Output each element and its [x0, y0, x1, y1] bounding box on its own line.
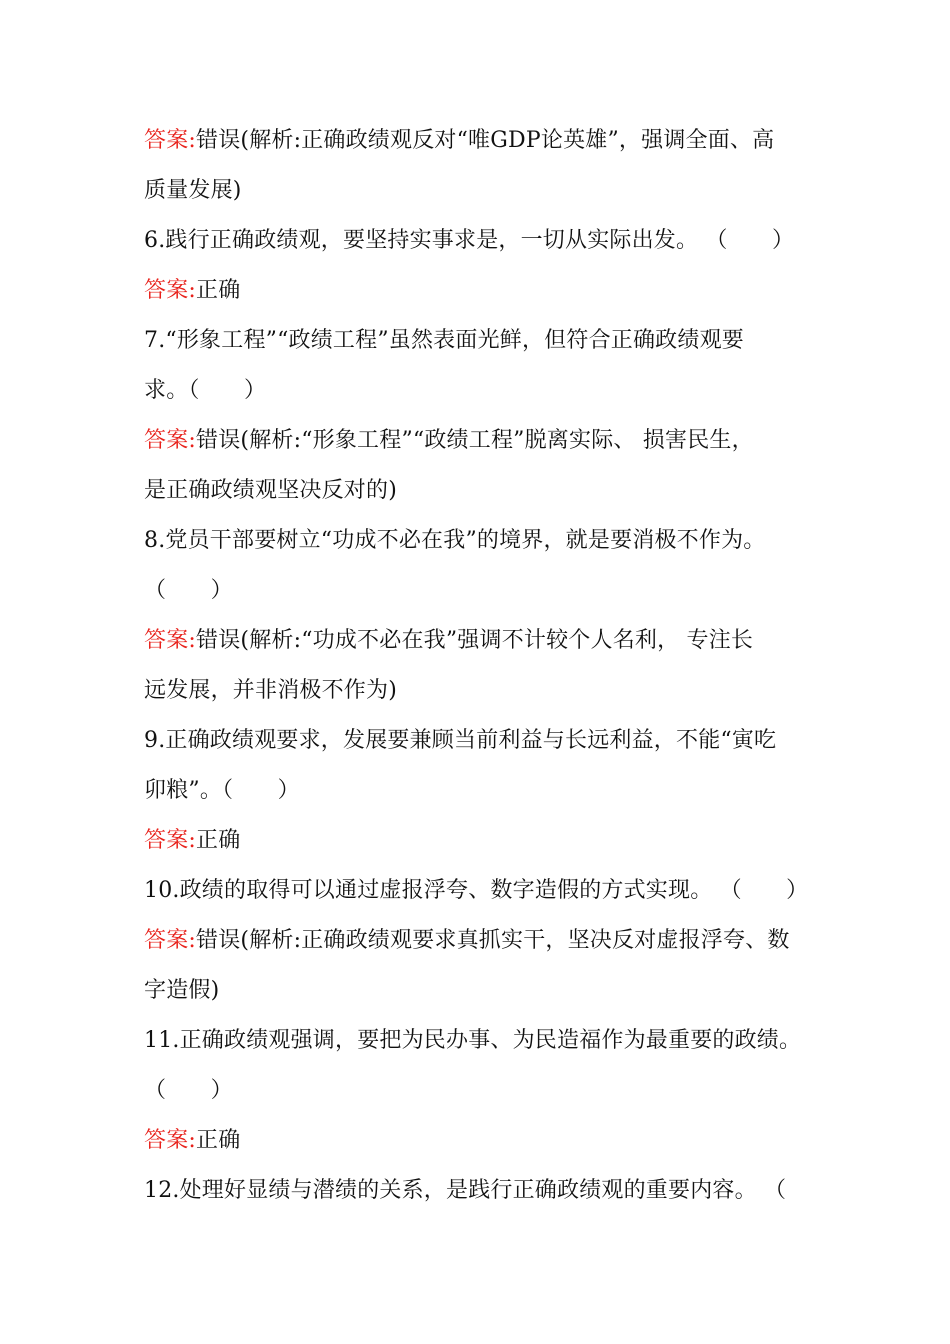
answer-label: 答案:	[144, 1128, 197, 1153]
question-text: 求。（ ）	[144, 378, 267, 403]
answer-label: 答案:	[144, 828, 197, 853]
question-text: 卯粮”。（ ）	[144, 778, 300, 803]
answer-text: 是正确政绩观坚决反对的)	[144, 478, 397, 503]
question-text: 7.“形象工程”“政绩工程”虽然表面光鲜，但符合正确政绩观要	[144, 328, 744, 353]
question-11-line-1	[144, 1026, 834, 1056]
answer-text: 错误(解析:“功成不必在我”强调不计较个人名利， 专注长	[196, 628, 754, 653]
question-9-line-2	[144, 776, 834, 806]
answer-11	[144, 1126, 834, 1156]
question-text: 8.党员干部要树立“功成不必在我”的境界，就是要消极不作为。	[144, 528, 766, 553]
question-8-line-1	[144, 526, 834, 556]
answer-text: 错误(解析:正确政绩观要求真抓实干，坚决反对虚报浮夸、数	[196, 928, 790, 953]
answer-5-line-2	[144, 176, 834, 206]
answer-text: 正确	[196, 278, 241, 303]
answer-6	[144, 276, 834, 306]
answer-label: 答案:	[144, 628, 197, 653]
answer-8-line-2	[144, 676, 834, 706]
answer-7-line-1	[144, 426, 834, 456]
question-7-line-2	[144, 376, 834, 406]
answer-7-line-2	[144, 476, 834, 506]
question-text: 11.正确政绩观强调，要把为民办事、为民造福作为最重要的政绩。	[144, 1028, 802, 1053]
answer-5-line-1	[144, 126, 834, 156]
question-10	[144, 876, 834, 906]
answer-9	[144, 826, 834, 856]
question-text: 12.处理好显绩与潜绩的关系，是践行正确政绩观的重要内容。 （	[144, 1178, 787, 1203]
answer-8-line-1	[144, 626, 834, 656]
answer-label: 答案:	[144, 928, 197, 953]
answer-10-line-1	[144, 926, 834, 956]
question-12	[144, 1176, 834, 1206]
question-8-line-2	[144, 576, 834, 606]
answer-text: 错误(解析:正确政绩观反对“唯GDP论英雄”，强调全面、高	[196, 128, 775, 153]
answer-text: 字造假)	[144, 978, 220, 1003]
question-text: （ ）	[144, 1078, 233, 1103]
answer-text: 质量发展)	[144, 178, 242, 203]
answer-10-line-2	[144, 976, 834, 1006]
question-text: 9.正确政绩观要求，发展要兼顾当前利益与长远利益，不能“寅吃	[144, 728, 777, 753]
question-11-line-2	[144, 1076, 834, 1106]
answer-text: 正确	[196, 828, 241, 853]
answer-text: 远发展，并非消极不作为)	[144, 678, 397, 703]
question-7-line-1	[144, 326, 834, 356]
question-text: 6.践行正确政绩观，要坚持实事求是，一切从实际出发。 （ ）	[144, 228, 795, 253]
question-6	[144, 226, 834, 256]
answer-label: 答案:	[144, 278, 197, 303]
question-text: 10.政绩的取得可以通过虚报浮夸、数字造假的方式实现。 （ ）	[144, 878, 809, 903]
question-9-line-1	[144, 726, 834, 756]
answer-label: 答案:	[144, 128, 197, 153]
question-text: （ ）	[144, 578, 233, 603]
answer-label: 答案:	[144, 428, 197, 453]
answer-text: 错误(解析:“形象工程”“政绩工程”脱离实际、 损害民生，	[196, 428, 754, 453]
answer-text: 正确	[196, 1128, 241, 1153]
